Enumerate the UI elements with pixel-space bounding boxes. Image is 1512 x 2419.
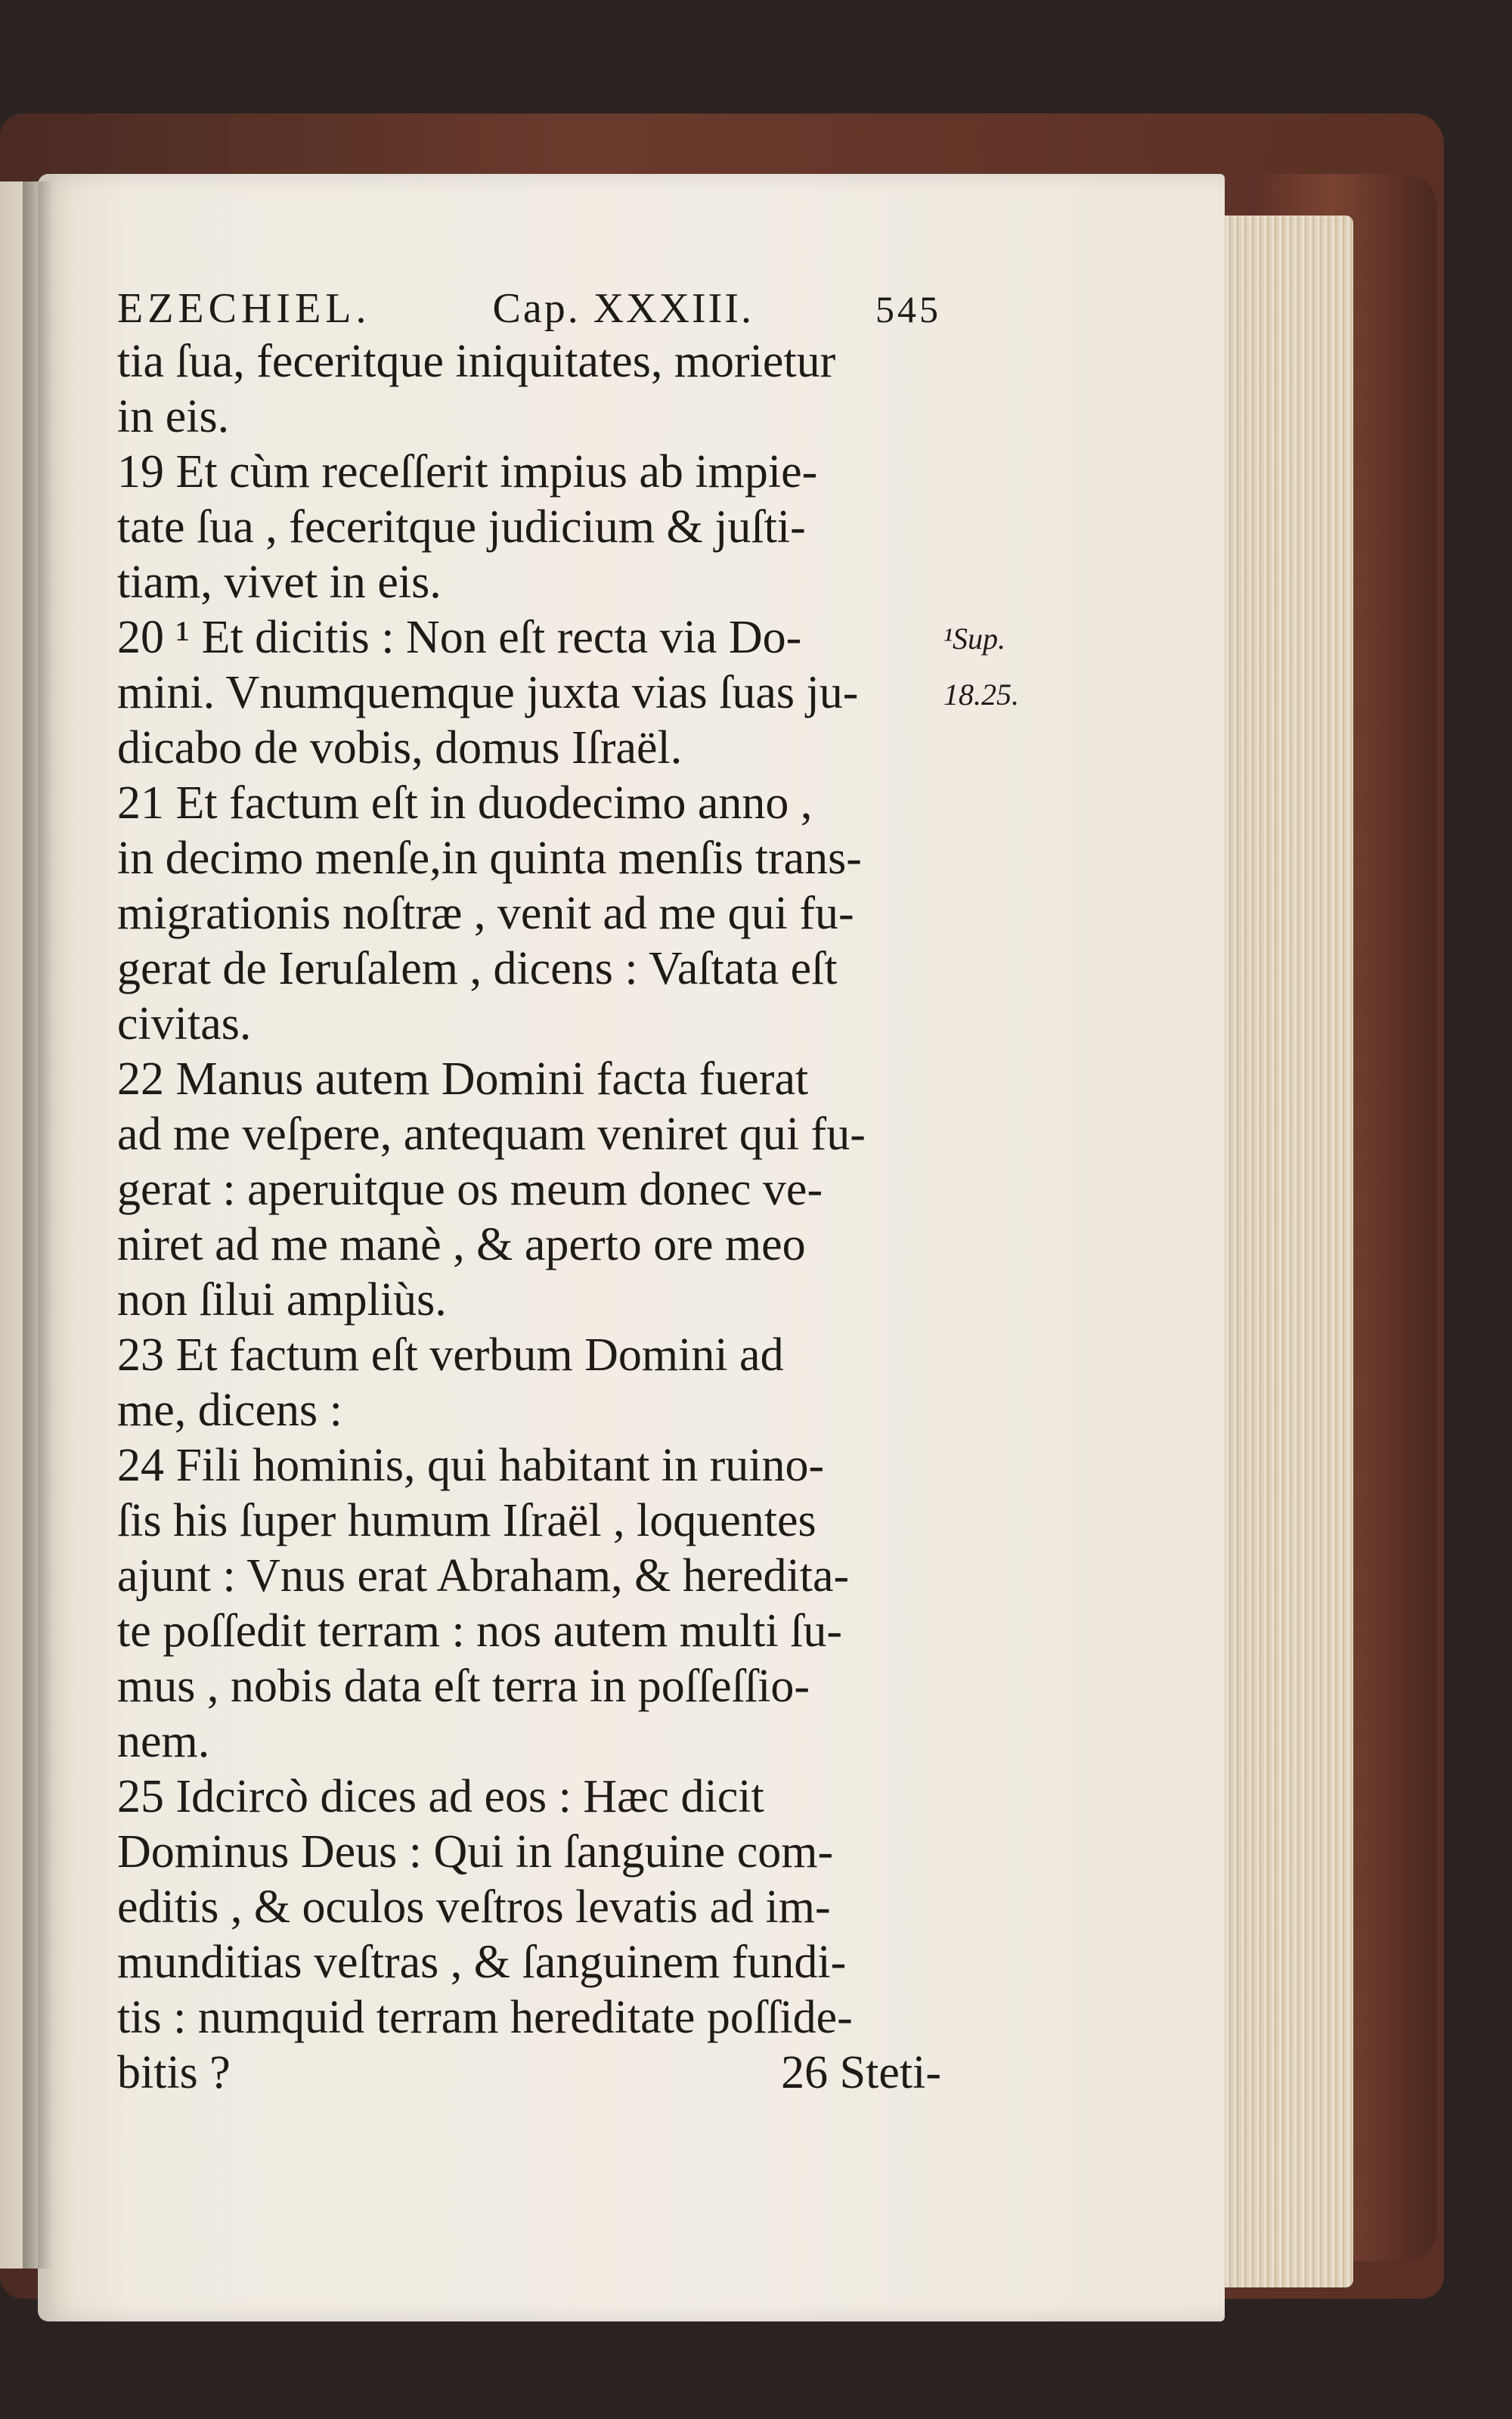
text-line: ad me veſpere, antequam veniret qui fu- (117, 1109, 866, 1160)
text-line: in eis. (117, 391, 230, 442)
text-line: 22 Manus autem Domini facta fuerat (117, 1053, 809, 1105)
text-line: tate ſua , feceritque judicium & juſti- (117, 501, 806, 553)
marginal-cross-reference (943, 611, 1019, 723)
text-line: 19 Et cùm receſſerit impius ab impie- (117, 446, 818, 498)
text-line: non ſilui ampliùs. (117, 1274, 447, 1326)
text-line: 21 Et factum eſt in duodecimo anno , (117, 777, 813, 829)
text-line: gerat : aperuitque os meum donec ve- (117, 1164, 823, 1215)
page-text-block (117, 281, 941, 2101)
text-line: 20 ¹ Et dicitis : Non eſt recta via Do- (117, 612, 802, 663)
text-line: mus , nobis data eſt terra in poſſeſſio- (117, 1661, 810, 1712)
text-line: migrationis noſtræ , venit ad me qui fu- (117, 888, 854, 939)
text-line: gerat de Ieruſalem , dicens : Vaſtata eſt (117, 943, 838, 994)
text-line: te poſſedit terram : nos autem multi ſu- (117, 1605, 843, 1657)
text-line: 24 Fili hominis, qui habitant in ruino- (117, 1440, 825, 1491)
text-line: civitas. (117, 998, 252, 1050)
catchword: 26 Steti- (781, 2047, 941, 2098)
text-line: ajunt : Vnus erat Abraham, & heredita- (117, 1550, 850, 1602)
text-line: tis : numquid terram hereditate poſſide- (117, 1992, 853, 2043)
text-line: ſis his ſuper humum Iſraël , loquentes (117, 1495, 816, 1546)
running-head (117, 281, 941, 334)
running-head-book: EZECHIEL. (117, 285, 371, 332)
page-stack-edges (1210, 216, 1353, 2287)
text-line: in decimo menſe,in quinta menſis trans- (117, 833, 862, 884)
marginal-note-line: ¹Sup. (943, 622, 1005, 656)
text-line: tiam, vivet in eis. (117, 557, 442, 608)
gutter-shadow (23, 181, 53, 2269)
text-line: munditias veſtras , & ſanguinem fundi- (117, 1937, 847, 1988)
text-line: me, dicens : (117, 1385, 342, 1436)
text-line: editis , & oculos veſtros levatis ad im- (117, 1881, 831, 1933)
text-line: 25 Idcircò dices ad eos : Hæc dicit (117, 1771, 764, 1822)
running-head-chapter: Cap. XXXIII. (492, 285, 754, 332)
text-line: dicabo de vobis, domus Iſraël. (117, 722, 683, 774)
final-line (117, 2045, 941, 2101)
text-line: 23 Et factum eſt verbum Domini ad (117, 1329, 784, 1381)
page-number: 545 (875, 288, 941, 330)
final-line-text: bitis ? (117, 2047, 231, 2098)
text-line: nem. (117, 1716, 210, 1767)
text-line: niret ad me manè , & aperto ore meo (117, 1219, 806, 1270)
text-line: tia ſua, feceritque iniquitates, morietur (117, 336, 836, 387)
text-line: mini. Vnumquemque juxta vias ſuas ju- (117, 667, 859, 718)
text-line: Dominus Deus : Qui in ſanguine com- (117, 1826, 834, 1878)
marginal-note-line: 18.25. (943, 678, 1019, 712)
